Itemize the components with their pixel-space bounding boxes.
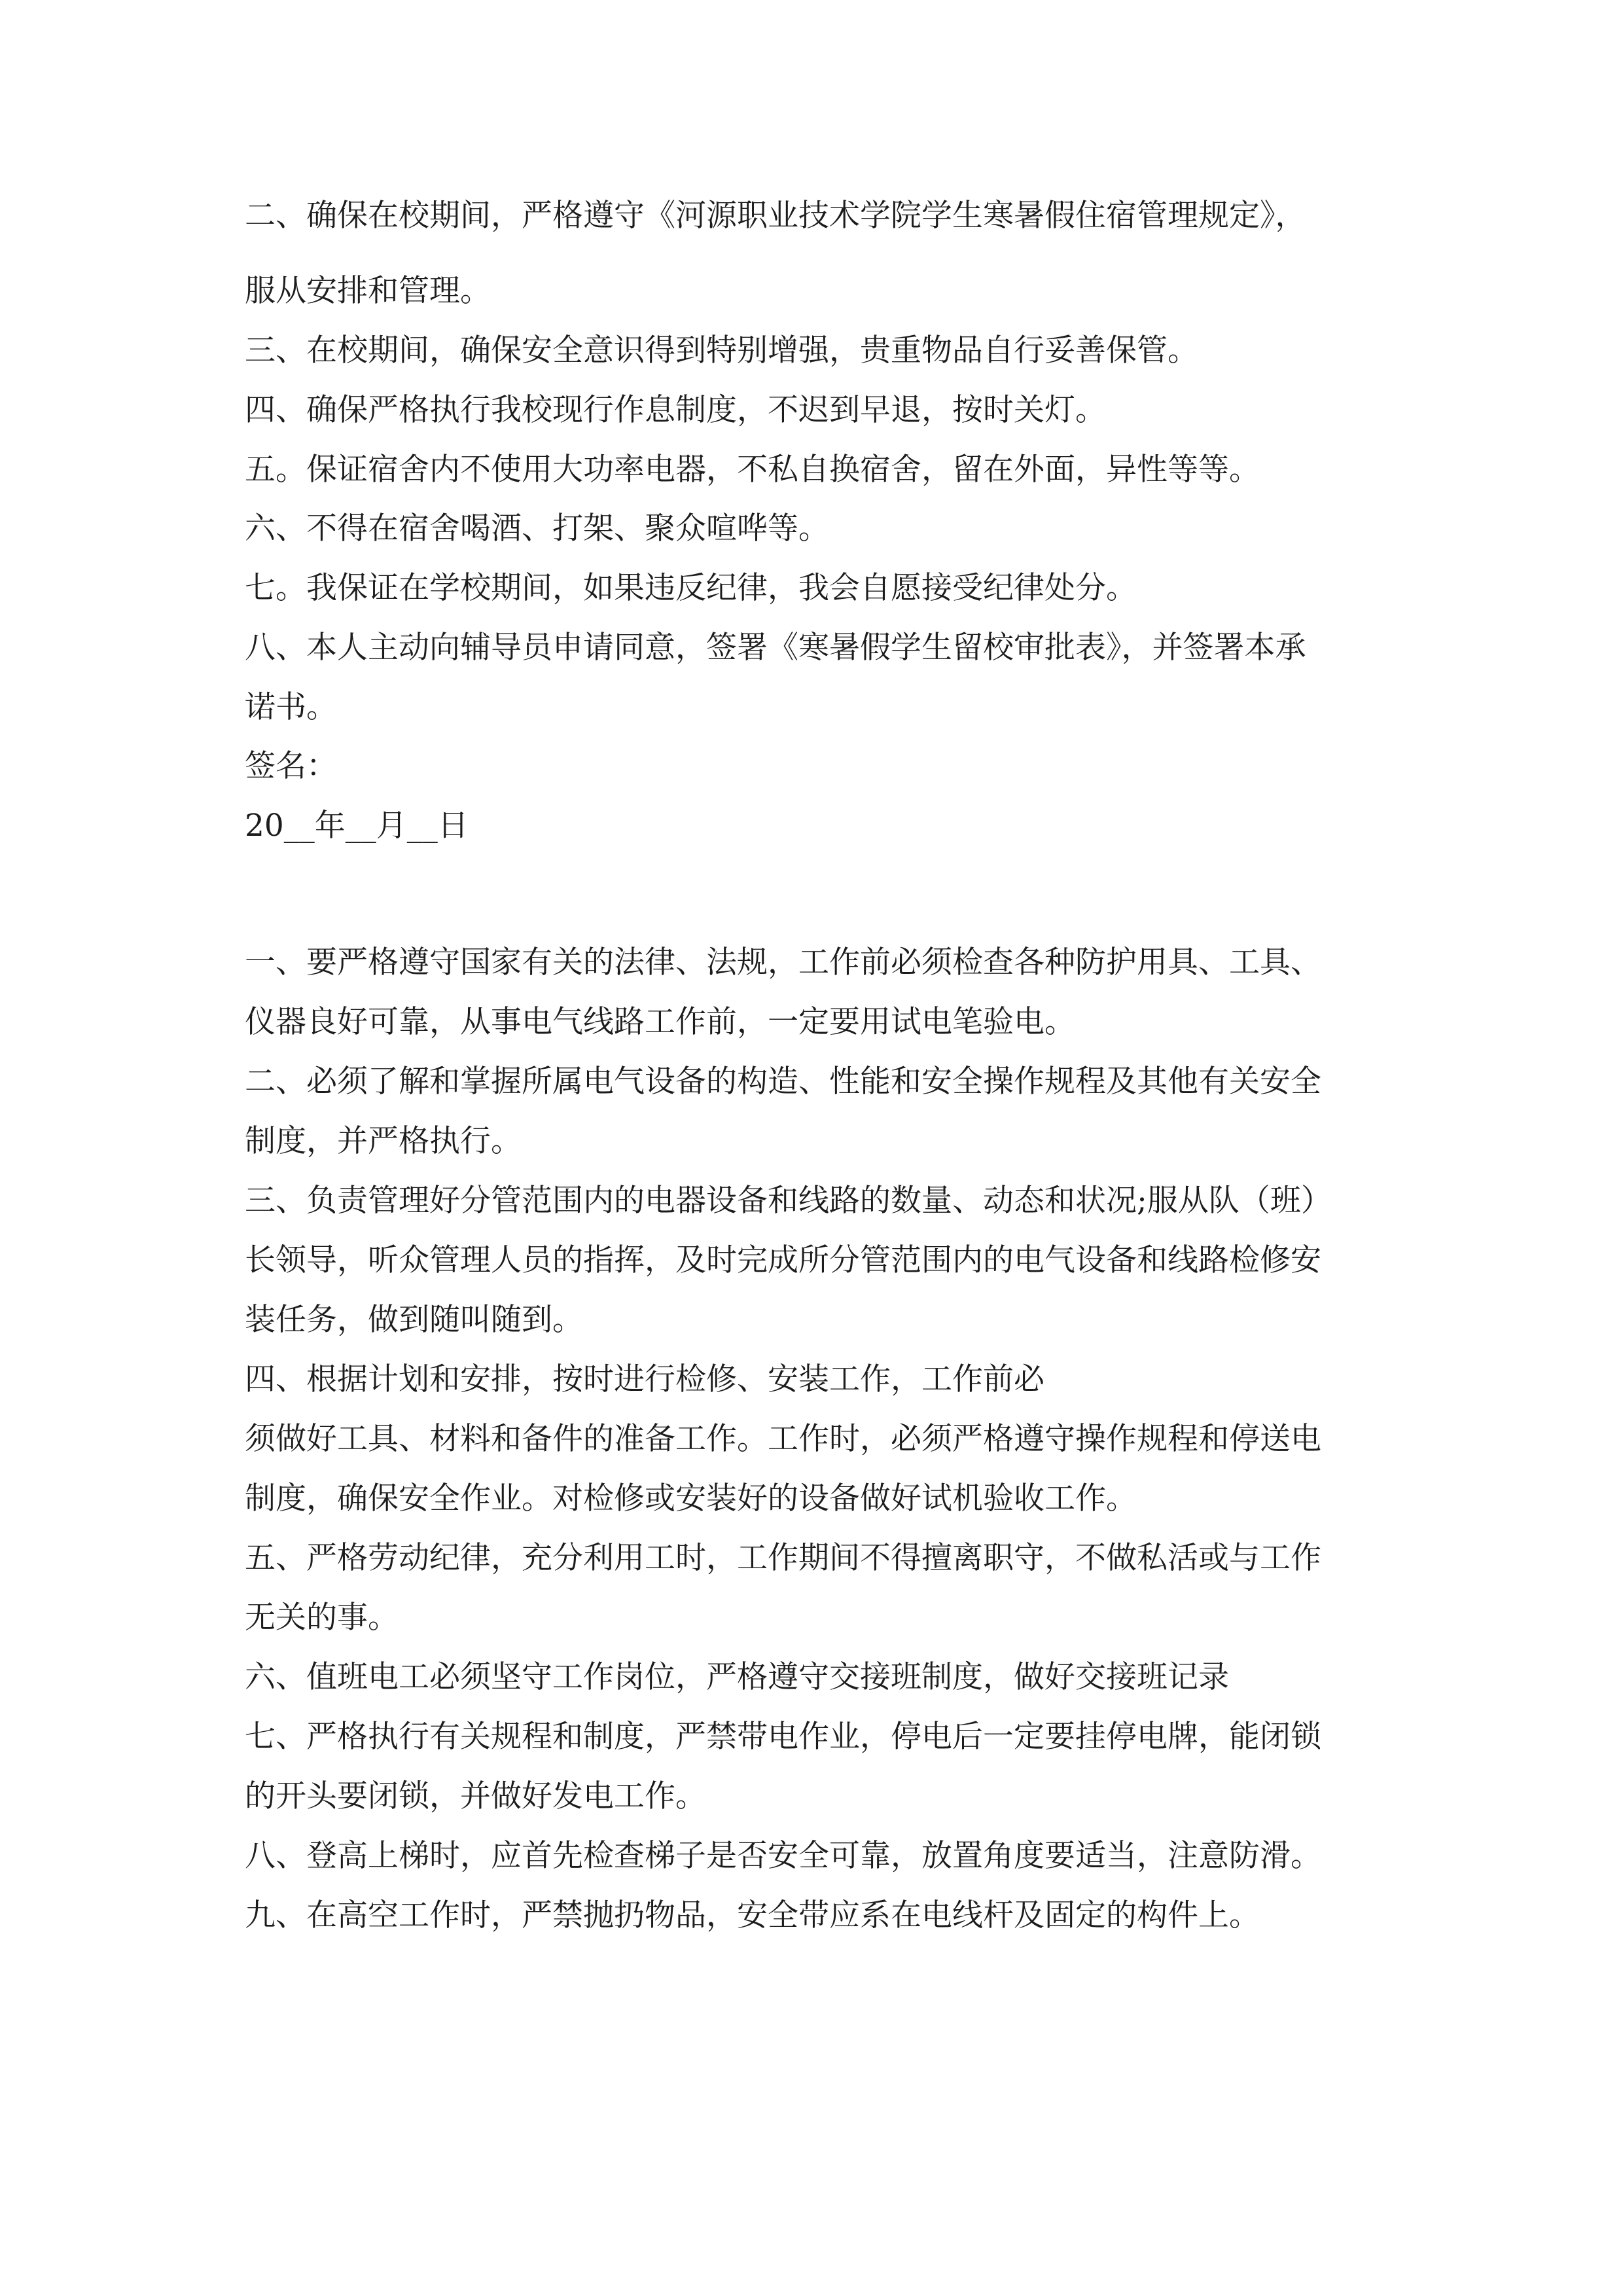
rule-item-9: 九、在高空工作时，严禁抛扔物品，安全带应系在电线杆及固定的构件上。 [245, 1897, 1260, 1933]
pledge-item-2-line-2: 服从安排和管理。 [245, 273, 491, 309]
pledge-item-6: 六、不得在宿舍喝酒、打架、聚众喧哗等。 [245, 511, 829, 547]
rule-item-3-line-2: 长领导，听众管理人员的指挥，及时完成所分管范围内的电气设备和线路检修安 [245, 1242, 1321, 1278]
pledge-item-8-line-2: 诺书。 [245, 689, 337, 725]
rule-item-6: 六、值班电工必须坚守工作岗位，严格遵守交接班制度，做好交接班记录 [245, 1659, 1229, 1695]
rule-item-7-line-2: 的开头要闭锁，并做好发电工作。 [245, 1778, 706, 1814]
pledge-item-7: 七。我保证在学校期间，如果违反纪律，我会自愿接受纪律处分。 [245, 570, 1137, 606]
rule-item-7-line-1: 七、严格执行有关规程和制度，严禁带电作业，停电后一定要挂停电牌，能闭锁 [245, 1719, 1321, 1755]
pledge-item-5: 五。保证宿舍内不使用大功率电器，不私自换宿舍，留在外面，异性等等。 [245, 452, 1260, 488]
rule-item-4-line-3: 制度，确保安全作业。对检修或安装好的设备做好试机验收工作。 [245, 1480, 1137, 1516]
pledge-item-2-line-1: 二、确保在校期间，严格遵守《河源职业技术学院学生寒暑假住宿管理规定》， [245, 198, 1306, 234]
rule-item-5-line-2: 无关的事。 [245, 1600, 399, 1636]
date-line: 20__年__月__日 [245, 808, 469, 844]
rule-item-1-line-1: 一、要严格遵守国家有关的法律、法规，工作前必须检查各种防护用具、工具、 [245, 944, 1321, 980]
rule-item-3-line-3: 装任务，做到随叫随到。 [245, 1302, 583, 1338]
signature-label: 签名： [245, 748, 337, 784]
rule-item-8: 八、登高上梯时，应首先检查梯子是否安全可靠，放置角度要适当，注意防滑。 [245, 1838, 1321, 1874]
rule-item-2-line-1: 二、必须了解和掌握所属电气设备的构造、性能和安全操作规程及其他有关安全 [245, 1064, 1321, 1100]
pledge-item-4: 四、确保严格执行我校现行作息制度，不迟到早退，按时关灯。 [245, 392, 1106, 428]
pledge-item-3: 三、在校期间，确保安全意识得到特别增强，贵重物品自行妥善保管。 [245, 332, 1198, 368]
rule-item-5-line-1: 五、严格劳动纪律，充分利用工时，工作期间不得擅离职守，不做私活或与工作 [245, 1540, 1321, 1576]
rule-item-4-line-1: 四、根据计划和安排，按时进行检修、安装工作，工作前必 [245, 1361, 1044, 1397]
rule-item-2-line-2: 制度，并严格执行。 [245, 1123, 522, 1159]
pledge-item-8-line-1: 八、本人主动向辅导员申请同意，签署《寒暑假学生留校审批表》，并签署本承 [245, 630, 1306, 666]
rule-item-1-line-2: 仪器良好可靠，从事电气线路工作前，一定要用试电笔验电。 [245, 1004, 1075, 1040]
rule-item-4-line-2: 须做好工具、材料和备件的准备工作。工作时，必须严格遵守操作规程和停送电 [245, 1421, 1321, 1457]
rule-item-3-line-1: 三、负责管理好分管范围内的电器设备和线路的数量、动态和状况;服从队（班） [245, 1183, 1332, 1219]
